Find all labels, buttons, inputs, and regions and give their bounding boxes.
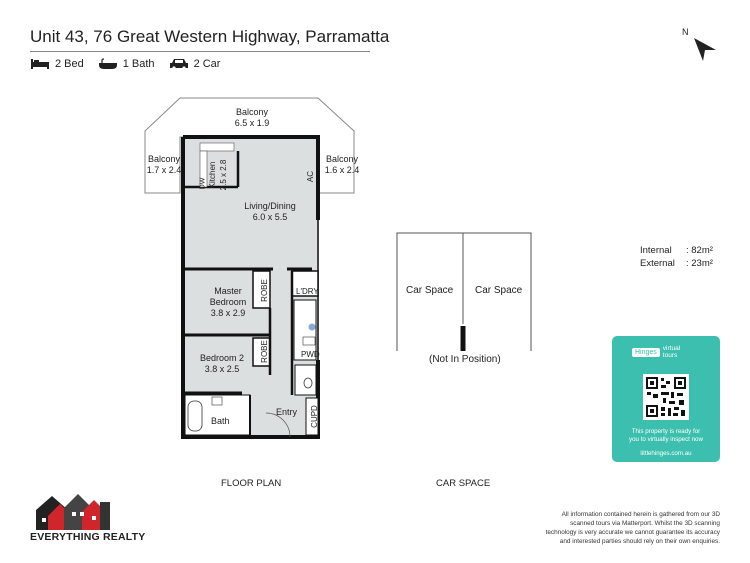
external-area-row: External : 23m²: [640, 258, 713, 269]
title-divider: [30, 51, 370, 52]
car-count: 2 Car: [193, 58, 221, 70]
compass-arrow-icon: [690, 34, 720, 64]
page-title: Unit 43, 76 Great Western Highway, Parramatta: [30, 27, 390, 46]
robe-bedroom2-label: ROBE: [259, 340, 269, 363]
qr-code[interactable]: [643, 374, 689, 420]
qr-code-icon: [643, 374, 689, 420]
disclaimer: All information contained herein is gathered from our 3D scanned tours via Matterport. Whilst the 3D scanning technology is very accurate we cannot guarantee its accuracy and interested parties should rely on their own enquiries.: [545, 511, 720, 545]
feature-bed: [30, 58, 84, 70]
laundry-label: L'DRY: [296, 287, 319, 296]
virtual-tours-badge: virtual tours: [662, 345, 681, 359]
car-space-1-label: Car Space: [406, 285, 454, 296]
virtual-tour-header: [632, 343, 700, 361]
car-space-2-label: Car Space: [475, 285, 523, 296]
master-bedroom-label: Master Bedroom 3.8 x 2.9: [209, 286, 247, 318]
bath-icon: [98, 58, 118, 70]
entry-label: Entry: [276, 407, 298, 417]
bed-count: 2 Bed: [55, 58, 84, 70]
compass-north-label: N: [682, 27, 689, 37]
car-icon: [169, 58, 189, 70]
bath-label: Bath: [211, 416, 230, 426]
everything-realty-logo-icon: [34, 486, 120, 530]
floor-plan-drawing: [140, 95, 380, 445]
bedroom-2-label: Bedroom 2 3.8 x 2.5: [199, 353, 245, 374]
balcony-main-label: Balcony 6.5 x 1.9: [234, 107, 270, 128]
car-space-note: (Not In Position): [429, 354, 501, 365]
living-dining-label: Living/Dining 6.0 x 5.5: [244, 201, 296, 222]
robe-master-label: ROBE: [259, 279, 269, 302]
bath-count: 1 Bath: [122, 58, 155, 70]
hinges-logo: Hinges: [632, 348, 660, 357]
dishwasher-label: DW: [199, 177, 207, 190]
cupboard-label: CUPD: [309, 405, 319, 428]
virtual-tour-url[interactable]: littlehinges.com.au: [640, 450, 692, 457]
bed-icon: [30, 58, 50, 70]
area-summary: [640, 244, 713, 270]
powder-room-label: PWD: [301, 350, 320, 359]
internal-area-row: Internal : 82m²: [640, 245, 713, 256]
feature-car: [169, 58, 221, 70]
virtual-tour-message: This property is ready for you to virtually inspect now: [629, 428, 703, 443]
car-space-caption: CAR SPACE: [436, 478, 491, 489]
balcony-left-label: Balcony 1.7 x 2.4: [146, 154, 182, 175]
feature-bath: [98, 58, 155, 70]
kitchen-label: Kitchen 2.5 x 2.8: [208, 159, 228, 191]
floor-plan-caption: FLOOR PLAN: [221, 478, 282, 489]
ac-label: AC: [306, 170, 316, 183]
balcony-right-label: Balcony 1.6 x 2.4: [324, 154, 360, 175]
features-bar: [30, 58, 228, 70]
agency-name: EVERYTHING REALTY: [30, 531, 146, 543]
